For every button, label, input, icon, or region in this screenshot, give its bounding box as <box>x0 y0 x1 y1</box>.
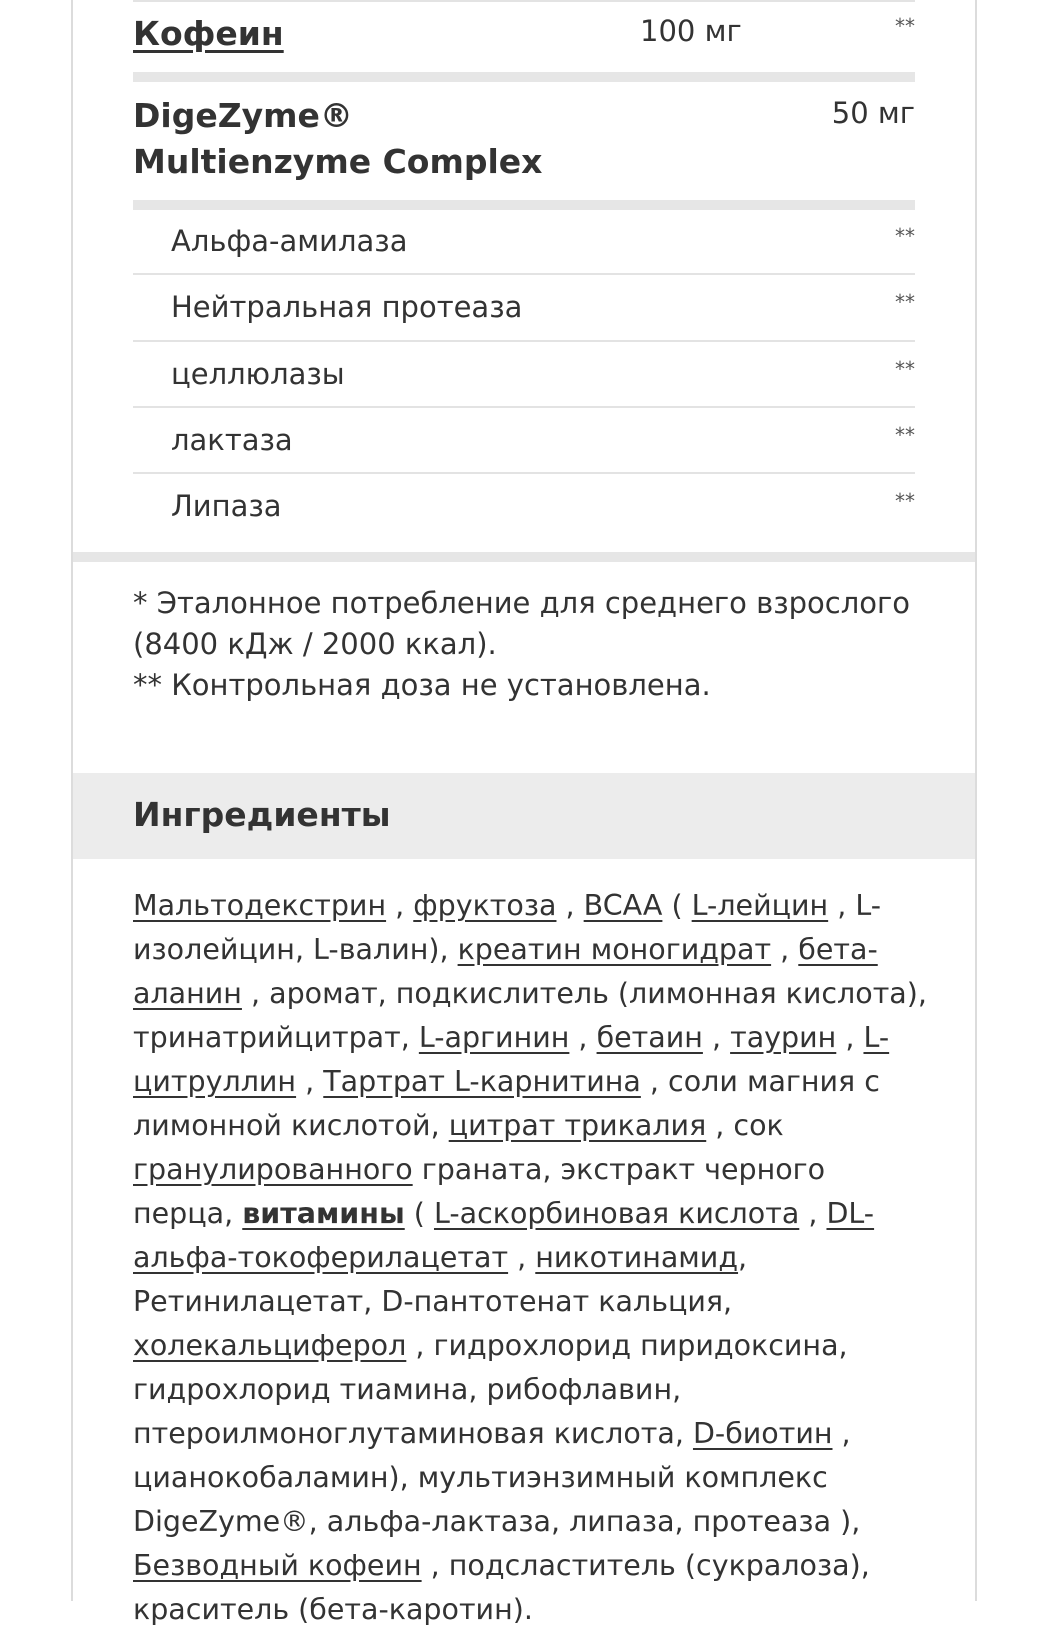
table-row-sub <box>133 357 915 397</box>
footnote-reference-intake: * Эталонное потребление для среднего взрослого (8400 кДж / 2000 ккал). <box>133 586 910 661</box>
ingredient-link[interactable]: L-цитруллин <box>133 1021 890 1098</box>
row-divider <box>133 0 915 2</box>
ingredient-link[interactable]: бета-аланин <box>133 933 878 1010</box>
ingredient-link[interactable]: L-лейцин <box>691 889 829 922</box>
footnote-no-reference-dose: ** Контрольная доза не установлена. <box>133 668 711 702</box>
ingredient-separator: , <box>386 889 414 922</box>
ingredient-text: , гидрохлорид пиридоксина, гидрохлорид тиамина, рибофлавин, птероилмоноглутаминовая кислота, <box>133 1329 848 1450</box>
ingredients-title: Ингредиенты <box>133 795 391 834</box>
sub-nutrient-name: Альфа-амилаза <box>171 224 408 258</box>
ingredients-header <box>73 773 975 859</box>
ingredient-text: , аромат, подкислитель (лимонная кислота), тринатрийцитрат, <box>133 977 927 1054</box>
ingredient-link[interactable]: L-аргинин <box>418 1021 570 1054</box>
ingredient-separator: , <box>508 1241 536 1274</box>
sub-nutrient-ri: ** <box>895 423 915 447</box>
nutrient-amount-caffeine: 100 мг <box>640 14 742 48</box>
row-divider <box>133 72 915 82</box>
table-row-sub <box>133 423 915 463</box>
sub-nutrient-ri: ** <box>895 489 915 513</box>
sub-nutrient-ri: ** <box>895 357 915 381</box>
nutrition-card <box>71 0 977 1626</box>
row-divider <box>133 340 915 342</box>
nutrient-name-digezyme-line1: DigeZyme® <box>133 96 353 135</box>
ingredients-text <box>133 884 927 1632</box>
ingredient-link[interactable]: цитрат трикалия <box>448 1109 707 1142</box>
ingredient-link[interactable]: холекальциферол <box>133 1329 407 1362</box>
ingredient-separator: ( <box>404 1197 434 1230</box>
ingredient-link[interactable]: DL-альфа-токоферилацетат <box>133 1197 875 1274</box>
ingredient-link[interactable]: фруктоза <box>413 889 557 922</box>
row-divider <box>133 472 915 474</box>
sub-nutrient-ri: ** <box>895 290 915 314</box>
ingredient-separator: , <box>556 889 584 922</box>
ingredient-text: , соли магния с лимонной кислотой, <box>133 1065 880 1142</box>
table-row-digezyme <box>133 96 915 196</box>
nutrient-ri-caffeine: ** <box>895 14 915 38</box>
ingredient-link[interactable]: BCAA <box>583 889 663 922</box>
ingredient-separator: , <box>296 1065 324 1098</box>
ingredient-text: , Ретинилацетат, D-пантотенат кальция, <box>133 1241 748 1318</box>
ingredient-separator: , <box>569 1021 597 1054</box>
ingredient-link-vitamins[interactable]: витамины <box>242 1197 405 1230</box>
ingredient-separator: ( <box>662 889 692 922</box>
table-row-sub <box>133 224 915 264</box>
table-row-sub <box>133 489 915 529</box>
ingredient-text: , подсластитель (сукралоза), краситель (бета-каротин). <box>133 1549 870 1626</box>
row-divider <box>133 273 915 275</box>
nutrient-amount-digezyme: 50 мг <box>831 96 915 130</box>
ingredient-link[interactable]: Тартрат L-карнитина <box>323 1065 641 1098</box>
ingredient-link[interactable]: бетаин <box>596 1021 703 1054</box>
ingredient-link[interactable]: Безводный кофеин <box>133 1549 422 1582</box>
ingredient-separator: , <box>702 1021 731 1054</box>
ingredient-link[interactable]: гранулированного <box>133 1153 413 1186</box>
ingredient-text: граната, экстракт черного перца, <box>133 1153 826 1230</box>
ingredient-link[interactable]: L-аскорбиновая кислота <box>433 1197 800 1230</box>
ingredient-text: , L-изолейцин, L-валин), <box>133 889 881 966</box>
footnotes <box>133 583 935 706</box>
ingredient-separator: , <box>836 1021 864 1054</box>
sub-nutrient-name: Липаза <box>171 489 282 523</box>
nutrition-table <box>133 0 915 560</box>
nutrient-name-caffeine[interactable]: Кофеин <box>133 14 284 53</box>
table-row-caffeine <box>133 14 915 64</box>
row-divider <box>133 406 915 408</box>
row-divider <box>133 200 915 210</box>
ingredient-link[interactable]: таурин <box>730 1021 837 1054</box>
nutrient-name-digezyme-line2: Multienzyme Complex <box>133 142 543 181</box>
sub-nutrient-name: Нейтральная протеаза <box>171 290 523 324</box>
ingredient-link[interactable]: креатин моногидрат <box>457 933 772 966</box>
ingredient-link[interactable]: D-биотин <box>692 1417 833 1450</box>
ingredient-link[interactable]: никотинамид <box>535 1241 739 1274</box>
ingredient-separator: , <box>799 1197 827 1230</box>
ingredient-separator: , <box>771 933 799 966</box>
sub-nutrient-ri: ** <box>895 224 915 248</box>
table-row-sub <box>133 290 915 330</box>
section-divider <box>73 552 975 562</box>
sub-nutrient-name: целлюлазы <box>171 357 345 391</box>
sub-nutrient-name: лактаза <box>171 423 293 457</box>
ingredient-text: , сок <box>706 1109 784 1142</box>
ingredient-text: , цианокобаламин), мультиэнзимный комплекс DigeZyme®, альфа-лактаза, липаза, протеаза ), <box>133 1417 861 1538</box>
ingredient-link[interactable]: Мальтодекстрин <box>133 889 387 922</box>
